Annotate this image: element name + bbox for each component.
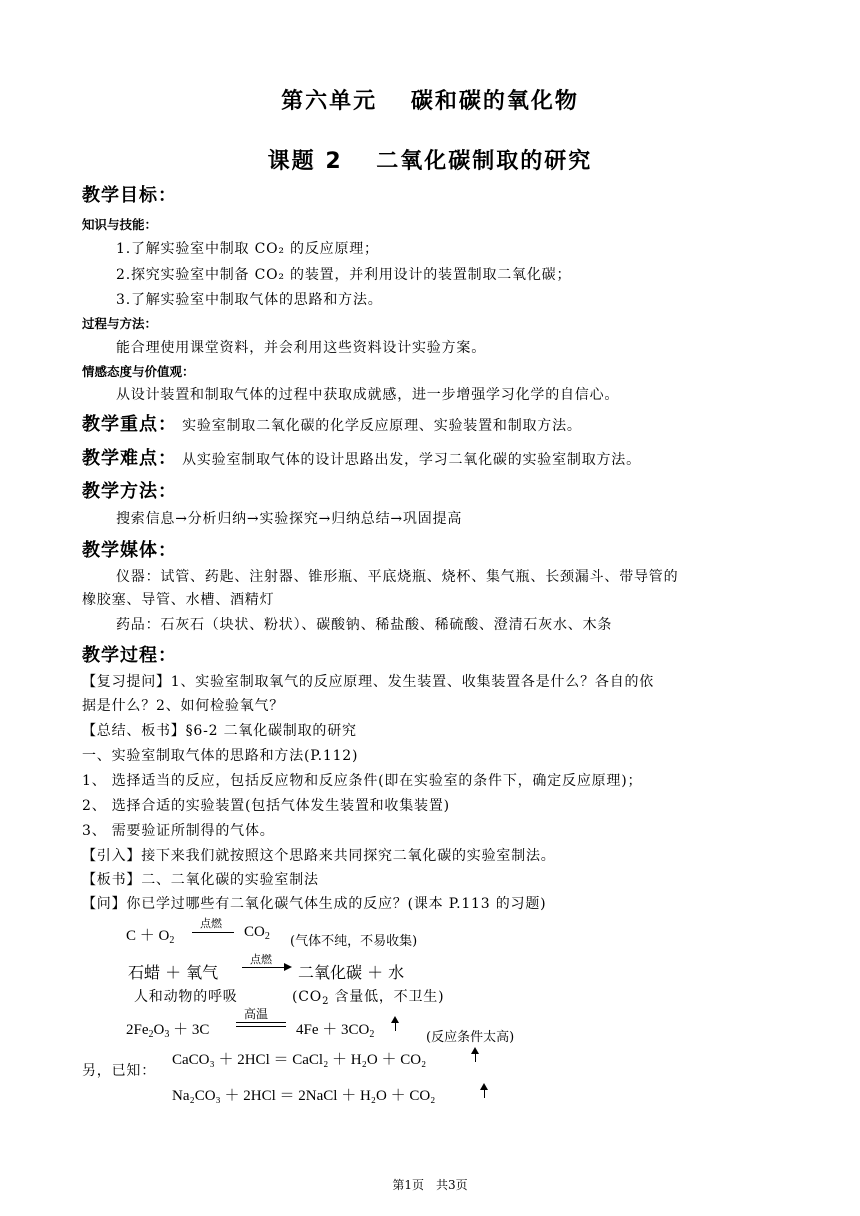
arrow-head-icon	[284, 963, 292, 971]
attitude-text: 从设计装置和制取气体的过程中获取成就感，进一步增强学习化学的自信心。	[116, 387, 620, 403]
process-line: 2、 选择合适的实验装置(包括气体发生装置和收集装置)	[82, 798, 450, 814]
process-line: 【复习提问】1、实验室制取氧气的反应原理、发生装置、收集装置各是什么？各自的依	[82, 674, 655, 690]
equation-2-products: 二氧化碳 ＋ 水	[298, 963, 405, 982]
respiration-note: ($CO_2$ 含量低，不卫生)	[292, 989, 445, 1007]
equation-1-reactants: $C + O_2$	[126, 928, 175, 946]
equation-2-condition: 点燃	[250, 953, 272, 966]
equation-1-note: (气体不纯，不易收集)	[290, 934, 418, 949]
equation-4-reactants: $2Fe_2O_3 + 3C$	[126, 1022, 210, 1040]
knowledge-item-1: 1.了解实验室中制取 CO₂ 的反应原理；	[116, 241, 379, 257]
equation-4-condition: 高温	[244, 1007, 269, 1021]
process-method-text: 能合理使用课堂资料，并会利用这些资料设计实验方案。	[116, 340, 486, 356]
unit-title: 第六单元 碳和碳的氧化物	[281, 89, 579, 114]
gas-arrow-icon	[395, 1018, 396, 1031]
process-line: 据是什么？2、如何检验氧气？	[82, 698, 285, 714]
equation-1-product: $CO_2$	[244, 924, 270, 942]
key-point-heading: 教学重点：	[82, 414, 177, 435]
respiration-text: 人和动物的呼吸	[134, 989, 238, 1005]
also-known-label: 另，已知：	[82, 1063, 156, 1079]
gas-arrow-icon	[484, 1085, 485, 1098]
media-heading: 教学媒体：	[82, 540, 177, 561]
process-section-heading: 教学过程：	[82, 645, 177, 666]
lesson-title: 课题 2 二氧化碳制取的研究	[267, 149, 593, 174]
media-instruments-line-1: 仪器：试管、药匙、注射器、锥形瓶、平底烧瓶、烧杯、集气瓶、长颈漏斗、带导管的	[116, 569, 679, 585]
process-line: 【问】你已学过哪些有二氧化碳气体生成的反应？(课本 P.113 的习题)	[82, 896, 547, 912]
equation-6: Na₂CO₃ ＋ 2HCl ＝ 2NaCl ＋ H₂O ＋ CO₂	[172, 1088, 436, 1104]
difficulty-row	[82, 444, 641, 470]
key-point-row	[82, 410, 582, 436]
gas-arrow-icon	[475, 1049, 476, 1062]
media-instruments-line-2: 橡胶塞、导管、水槽、酒精灯	[82, 592, 275, 608]
difficulty-text: 从实验室制取气体的设计思路出发，学习二氧化碳的实验室制取方法。	[182, 452, 641, 468]
method-heading: 教学方法：	[82, 481, 177, 502]
knowledge-item-2: 2.探究实验室中制备 CO₂ 的装置，并利用设计的装置制取二氧化碳；	[116, 267, 572, 283]
equation-5: CaCO₃ ＋ 2HCl ＝ CaCl₂ ＋ H₂O ＋ CO₂	[172, 1052, 427, 1068]
key-point-text: 实验室制取二氧化碳的化学反应原理、实验装置和制取方法。	[182, 418, 582, 434]
equation-1-bar	[192, 932, 234, 933]
process-method-heading: 过程与方法：	[82, 316, 158, 331]
knowledge-heading: 知识与技能：	[82, 217, 158, 232]
process-line: 3、 需要验证所制得的气体。	[82, 823, 275, 839]
process-line: 【总结、板书】§6-2 二氧化碳制取的研究	[82, 723, 357, 739]
attitude-heading: 情感态度与价值观：	[82, 364, 195, 379]
equation-2-arrow	[242, 967, 286, 968]
equation-4-products: $4Fe + 3CO_2$	[296, 1022, 375, 1040]
process-line: 【板书】二、二氧化碳的实验室制法	[82, 872, 319, 888]
process-line: 1、 选择适当的反应，包括反应物和反应条件(即在实验室的条件下，确定反应原理)；	[82, 773, 643, 789]
equation-2-reactants: 石蜡 ＋ 氧气	[128, 963, 219, 982]
equation-4-note: (反应条件太高)	[426, 1030, 515, 1045]
process-line: 【引入】接下来我们就按照这个思路来共同探究二氧化碳的实验室制法。	[82, 848, 556, 864]
equation-4-bar	[236, 1022, 286, 1027]
process-line: 一、实验室制取气体的思路和方法(P.112)	[82, 748, 359, 764]
goals-heading: 教学目标：	[82, 185, 177, 206]
difficulty-heading: 教学难点：	[82, 448, 177, 469]
equation-1-condition: 点燃	[200, 917, 222, 930]
method-text: 搜索信息→分析归纳→实验探究→归纳总结→巩固提高	[116, 511, 463, 527]
knowledge-item-3: 3.了解实验室中制取气体的思路和方法。	[116, 292, 383, 308]
media-reagents: 药品：石灰石（块状、粉状）、碳酸钠、稀盐酸、稀硫酸、澄清石灰水、木条	[116, 617, 613, 633]
page-footer: 第1页 共3页	[392, 1178, 468, 1192]
